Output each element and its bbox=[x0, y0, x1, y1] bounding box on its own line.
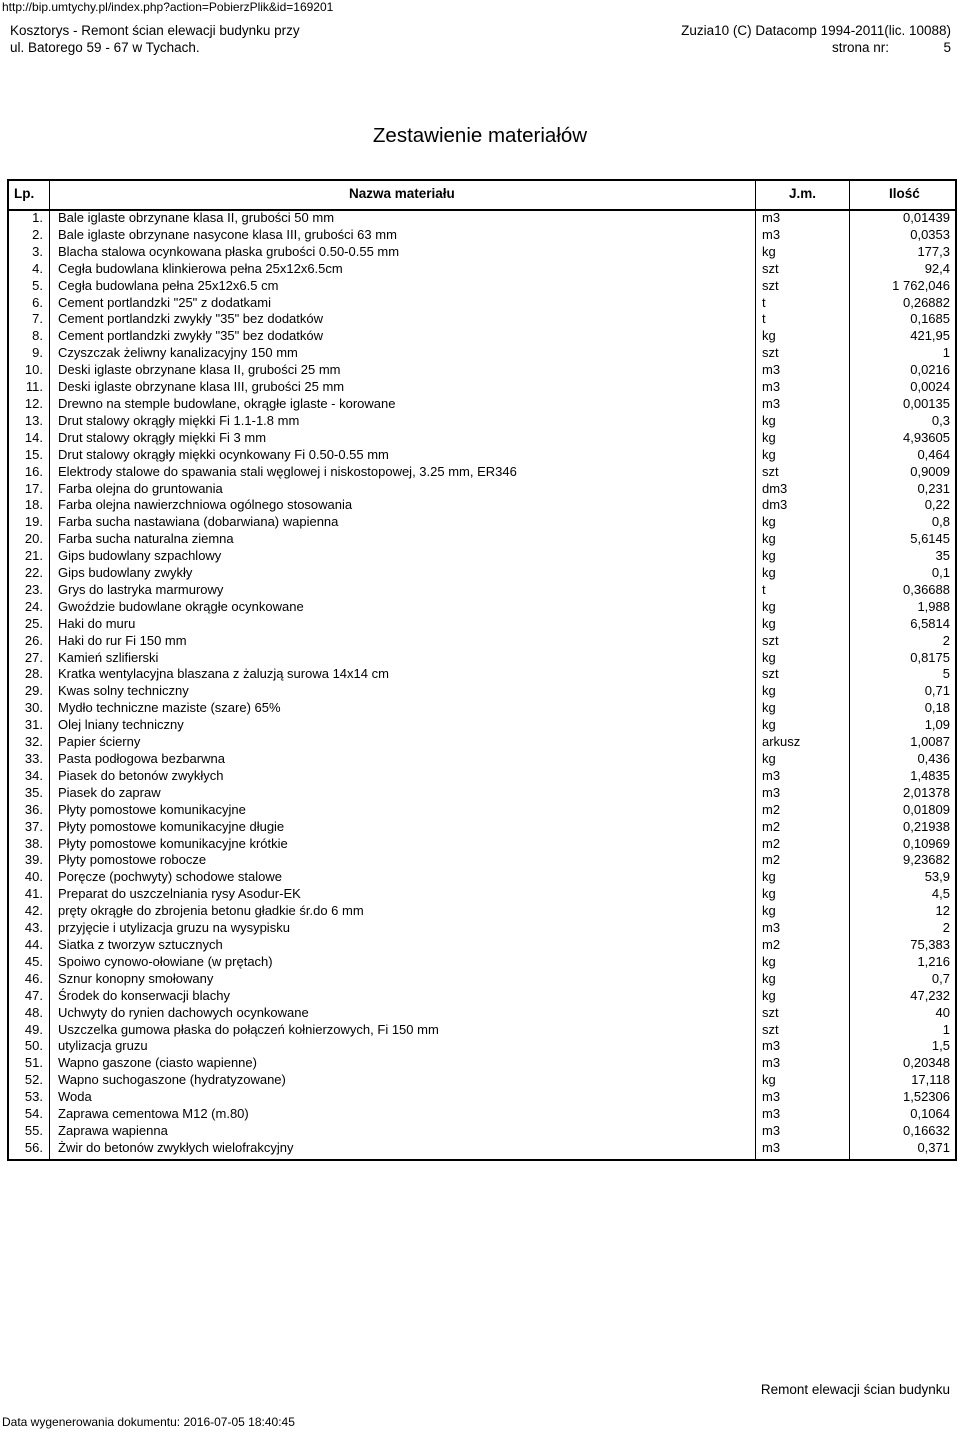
unit: m3 bbox=[762, 767, 781, 783]
row-number: 17. bbox=[24, 480, 43, 496]
table-row bbox=[9, 1139, 955, 1156]
material-name: Sznur konopny smołowany bbox=[58, 970, 214, 986]
table-row bbox=[9, 530, 955, 547]
row-number: 45. bbox=[24, 953, 43, 969]
unit: kg bbox=[762, 328, 776, 344]
unit: kg bbox=[762, 565, 776, 581]
table-row bbox=[9, 682, 955, 699]
document-header-right bbox=[681, 22, 951, 56]
unit: m2 bbox=[762, 801, 781, 817]
quantity: 9,23682 bbox=[903, 852, 950, 868]
quantity: 0,371 bbox=[917, 1139, 950, 1155]
row-number: 37. bbox=[24, 818, 43, 834]
table-row bbox=[9, 936, 955, 953]
column-header-qty: Ilość bbox=[889, 186, 920, 201]
unit: szt bbox=[762, 345, 779, 361]
row-number: 39. bbox=[24, 852, 43, 868]
table-row bbox=[9, 327, 955, 344]
material-name: Cement portlandzki zwykły "35" bez dodatków bbox=[58, 328, 324, 344]
quantity: 0,3 bbox=[931, 412, 950, 428]
row-number: 15. bbox=[24, 446, 43, 462]
row-number: 38. bbox=[24, 835, 43, 851]
quantity: 0,8175 bbox=[910, 649, 950, 665]
material-name: Drut stalowy okrągły miękki Fi 1.1-1.8 mm bbox=[58, 412, 300, 428]
material-name: Gips budowlany zwykły bbox=[58, 565, 193, 581]
unit: m2 bbox=[762, 835, 781, 851]
row-number: 8. bbox=[32, 328, 43, 344]
material-name: Środek do konserwacji blachy bbox=[58, 987, 230, 1003]
material-name: Papier ścierny bbox=[58, 734, 141, 750]
table-row bbox=[9, 649, 955, 666]
material-name: Piasek do betonów zwykłych bbox=[58, 767, 224, 783]
page-number-line bbox=[681, 39, 951, 56]
material-name: Elektrody stalowe do spawania stali węglowej i niskostopowej, 3.25 mm, ER346 bbox=[58, 463, 517, 479]
quantity: 0,1 bbox=[931, 565, 950, 581]
header-software-info: Zuzia10 (C) Datacomp 1994-2011(lic. 10088) bbox=[681, 23, 951, 38]
quantity: 0,231 bbox=[917, 480, 950, 496]
material-name: Grys do lastryka marmurowy bbox=[58, 581, 224, 597]
quantity: 421,95 bbox=[910, 328, 950, 344]
table-row bbox=[9, 294, 955, 311]
table-row bbox=[9, 750, 955, 767]
table-row bbox=[9, 209, 955, 226]
material-name: Preparat do uszczelniania rysy Asodur-EK bbox=[58, 886, 301, 902]
row-number: 19. bbox=[24, 514, 43, 530]
table-row bbox=[9, 446, 955, 463]
row-number: 35. bbox=[24, 784, 43, 800]
row-number: 34. bbox=[24, 767, 43, 783]
unit: szt bbox=[762, 1004, 779, 1020]
row-number: 26. bbox=[24, 632, 43, 648]
quantity: 1,988 bbox=[917, 598, 950, 614]
header-title-line1: Kosztorys - Remont ścian elewacji budynku przy bbox=[10, 23, 300, 38]
row-number: 31. bbox=[24, 717, 43, 733]
material-name: Farba sucha naturalna ziemna bbox=[58, 531, 234, 547]
table-row bbox=[9, 1021, 955, 1038]
quantity: 2 bbox=[942, 632, 950, 648]
quantity: 0,16632 bbox=[903, 1122, 950, 1138]
material-name: Cegła budowlana pełna 25x12x6.5 cm bbox=[58, 277, 279, 293]
materials-table bbox=[7, 179, 957, 1161]
material-name: Haki do muru bbox=[58, 615, 136, 631]
material-name: Cegła budowlana klinkierowa pełna 25x12x6.5cm bbox=[58, 260, 343, 276]
quantity: 47,232 bbox=[910, 987, 950, 1003]
row-number: 22. bbox=[24, 565, 43, 581]
row-number: 18. bbox=[24, 497, 43, 513]
material-name: Deski iglaste obrzynane klasa II, grubości 25 mm bbox=[58, 362, 341, 378]
row-number: 42. bbox=[24, 903, 43, 919]
unit: kg bbox=[762, 412, 776, 428]
material-name: Cement portlandzki zwykły "35" bez dodatków bbox=[58, 311, 324, 327]
unit: m3 bbox=[762, 379, 781, 395]
table-row bbox=[9, 395, 955, 412]
material-name: Uchwyty do rynien dachowych ocynkowane bbox=[58, 1004, 309, 1020]
table-row bbox=[9, 699, 955, 716]
row-number: 4. bbox=[32, 260, 43, 276]
unit: m3 bbox=[762, 1038, 781, 1054]
quantity: 1,0087 bbox=[910, 734, 950, 750]
material-name: Żwir do betonów zwykłych wielofrakcyjny bbox=[58, 1139, 294, 1155]
material-name: Piasek do zapraw bbox=[58, 784, 161, 800]
table-row bbox=[9, 851, 955, 868]
quantity: 6,5814 bbox=[910, 615, 950, 631]
table-row bbox=[9, 868, 955, 885]
row-number: 48. bbox=[24, 1004, 43, 1020]
material-name: Bale iglaste obrzynane nasycone klasa III, grubości 63 mm bbox=[58, 226, 397, 242]
row-number: 24. bbox=[24, 598, 43, 614]
quantity: 1,5 bbox=[931, 1038, 950, 1054]
unit: kg bbox=[762, 970, 776, 986]
row-number: 7. bbox=[32, 311, 43, 327]
quantity: 1 bbox=[942, 345, 950, 361]
unit: kg bbox=[762, 987, 776, 1003]
material-name: Zaprawa cementowa M12 (m.80) bbox=[58, 1106, 249, 1122]
material-name: Mydło techniczne maziste (szare) 65% bbox=[58, 700, 281, 716]
row-number: 29. bbox=[24, 683, 43, 699]
table-row bbox=[9, 513, 955, 530]
unit: kg bbox=[762, 1072, 776, 1088]
table-row bbox=[9, 378, 955, 395]
unit: kg bbox=[762, 615, 776, 631]
unit: kg bbox=[762, 429, 776, 445]
table-row bbox=[9, 412, 955, 429]
row-number: 56. bbox=[24, 1139, 43, 1155]
row-number: 5. bbox=[32, 277, 43, 293]
table-row bbox=[9, 902, 955, 919]
quantity: 0,22 bbox=[924, 497, 950, 513]
unit: t bbox=[762, 294, 766, 310]
row-number: 11. bbox=[25, 379, 43, 395]
quantity: 17,118 bbox=[911, 1072, 950, 1088]
quantity: 35 bbox=[935, 548, 950, 564]
quantity: 0,20348 bbox=[903, 1055, 950, 1071]
row-number: 43. bbox=[24, 920, 43, 936]
table-row bbox=[9, 361, 955, 378]
unit: m3 bbox=[762, 1089, 781, 1105]
table-row bbox=[9, 547, 955, 564]
table-row bbox=[9, 1054, 955, 1071]
unit: m3 bbox=[762, 226, 781, 242]
unit: kg bbox=[762, 953, 776, 969]
table-row bbox=[9, 919, 955, 936]
quantity: 0,7 bbox=[931, 970, 950, 986]
material-name: Siatka z tworzyw sztucznych bbox=[58, 936, 223, 952]
quantity: 75,383 bbox=[910, 936, 950, 952]
unit: kg bbox=[762, 717, 776, 733]
unit: m2 bbox=[762, 936, 781, 952]
unit: dm3 bbox=[762, 480, 788, 496]
quantity: 4,5 bbox=[931, 886, 950, 902]
table-row bbox=[9, 243, 955, 260]
row-number: 6. bbox=[32, 294, 43, 310]
quantity: 0,436 bbox=[917, 751, 950, 766]
footer-title: Remont elewacji ścian budynku bbox=[760, 1382, 950, 1397]
material-name: Płyty pomostowe komunikacyjne bbox=[58, 801, 246, 817]
quantity: 1,52306 bbox=[903, 1089, 950, 1105]
column-header-lp: Lp. bbox=[14, 186, 35, 201]
material-name: Płyty pomostowe robocze bbox=[58, 852, 207, 868]
table-row bbox=[9, 767, 955, 784]
quantity: 12 bbox=[935, 903, 950, 919]
material-name: Gips budowlany szpachlowy bbox=[58, 548, 222, 564]
row-number: 12. bbox=[24, 395, 43, 411]
row-number: 50. bbox=[24, 1038, 43, 1054]
material-name: Farba sucha nastawiana (dobarwiana) wapienna bbox=[58, 514, 339, 530]
unit: kg bbox=[762, 531, 776, 547]
material-name: Gwoździe budowlane okrągłe ocynkowane bbox=[58, 598, 304, 614]
quantity: 0,1685 bbox=[910, 311, 950, 327]
material-name: Farba olejna do gruntowania bbox=[58, 480, 223, 496]
page-title: Zestawienie materiałów bbox=[372, 124, 588, 147]
material-name: utylizacja gruzu bbox=[58, 1038, 148, 1054]
material-name: Spoiwo cynowo-ołowiane (w prętach) bbox=[58, 953, 273, 969]
column-header-unit: J.m. bbox=[789, 186, 817, 201]
unit: kg bbox=[762, 548, 776, 564]
row-number: 9. bbox=[32, 345, 43, 361]
row-number: 51. bbox=[24, 1055, 43, 1071]
quantity: 0,01439 bbox=[903, 210, 950, 225]
material-name: przyjęcie i utylizacja gruzu na wysypisku bbox=[58, 920, 290, 936]
table-row bbox=[9, 1122, 955, 1139]
row-number: 23. bbox=[24, 581, 43, 597]
table-row bbox=[9, 665, 955, 682]
material-name: Drut stalowy okrągły miękki Fi 3 mm bbox=[58, 429, 267, 445]
unit: m3 bbox=[762, 362, 781, 378]
table-row bbox=[9, 344, 955, 361]
quantity: 0,8 bbox=[931, 514, 950, 530]
row-number: 36. bbox=[24, 801, 43, 817]
unit: kg bbox=[762, 869, 776, 885]
unit: m3 bbox=[762, 210, 781, 225]
unit: kg bbox=[762, 446, 776, 462]
quantity: 1 762,046 bbox=[892, 277, 950, 293]
quantity: 0,0216 bbox=[910, 362, 950, 378]
quantity: 92,4 bbox=[924, 260, 950, 276]
unit: kg bbox=[762, 598, 776, 614]
unit: szt bbox=[762, 463, 779, 479]
quantity: 1,216 bbox=[917, 953, 950, 969]
material-name: Poręcze (pochwyty) schodowe stalowe bbox=[58, 869, 282, 885]
quantity: 1,4835 bbox=[910, 767, 950, 783]
unit: m2 bbox=[762, 818, 781, 834]
row-number: 55. bbox=[24, 1122, 43, 1138]
unit: kg bbox=[762, 683, 776, 699]
material-name: Drut stalowy okrągły miękki ocynkowany Fi 0.50-0.55 mm bbox=[58, 446, 389, 462]
row-number: 21. bbox=[24, 548, 43, 564]
table-row bbox=[9, 801, 955, 818]
table-row bbox=[9, 1037, 955, 1054]
row-number: 2. bbox=[32, 226, 43, 242]
unit: dm3 bbox=[762, 497, 788, 513]
material-name: Woda bbox=[58, 1089, 92, 1105]
document-header-left bbox=[10, 22, 300, 56]
material-name: Farba olejna nawierzchniowa ogólnego stosowania bbox=[58, 497, 353, 513]
column-header-name: Nazwa materiału bbox=[349, 186, 455, 201]
header-title-line2: ul. Batorego 59 - 67 w Tychach. bbox=[10, 40, 200, 55]
unit: t bbox=[762, 311, 766, 327]
row-number: 49. bbox=[24, 1021, 43, 1037]
material-name: Pasta podłogowa bezbarwna bbox=[58, 751, 225, 766]
row-number: 13. bbox=[24, 412, 43, 428]
table-row bbox=[9, 970, 955, 987]
row-number: 46. bbox=[24, 970, 43, 986]
generation-date: Data wygenerowania dokumentu: 2016-07-05 18:40:45 bbox=[2, 1415, 295, 1429]
table-row bbox=[9, 496, 955, 513]
row-number: 30. bbox=[24, 700, 43, 716]
table-row bbox=[9, 226, 955, 243]
quantity: 0,0024 bbox=[910, 379, 950, 395]
row-number: 41. bbox=[24, 886, 43, 902]
unit: m3 bbox=[762, 395, 781, 411]
material-name: Deski iglaste obrzynane klasa III, grubości 25 mm bbox=[58, 379, 345, 395]
quantity: 5,6145 bbox=[910, 531, 950, 547]
unit: arkusz bbox=[762, 734, 801, 750]
unit: kg bbox=[762, 903, 776, 919]
table-header bbox=[9, 181, 955, 211]
material-name: Kratka wentylacyjna blaszana z żaluzją surowa 14x14 cm bbox=[58, 666, 389, 682]
quantity: 0,9009 bbox=[910, 463, 950, 479]
table-row bbox=[9, 987, 955, 1004]
row-number: 10. bbox=[24, 362, 43, 378]
quantity: 177,3 bbox=[917, 243, 950, 259]
material-name: pręty okrągłe do zbrojenia betonu gładkie śr.do 6 mm bbox=[58, 903, 364, 919]
unit: m3 bbox=[762, 784, 781, 800]
unit: m2 bbox=[762, 852, 781, 868]
quantity: 0,18 bbox=[924, 700, 950, 716]
quantity: 53,9 bbox=[924, 869, 950, 885]
material-name: Wapno suchogaszone (hydratyzowane) bbox=[58, 1072, 286, 1088]
material-name: Zaprawa wapienna bbox=[58, 1122, 168, 1138]
quantity: 4,93605 bbox=[903, 429, 950, 445]
table-row bbox=[9, 733, 955, 750]
quantity: 5 bbox=[942, 666, 950, 682]
row-number: 32. bbox=[24, 734, 43, 750]
quantity: 1 bbox=[942, 1021, 950, 1037]
quantity: 0,0353 bbox=[910, 226, 950, 242]
material-name: Czyszczak żeliwny kanalizacyjny 150 mm bbox=[58, 345, 298, 361]
table-row bbox=[9, 1088, 955, 1105]
material-name: Olej lniany techniczny bbox=[58, 717, 184, 733]
unit: m3 bbox=[762, 1139, 781, 1155]
row-number: 40. bbox=[24, 869, 43, 885]
material-name: Kamień szlifierski bbox=[58, 649, 159, 665]
unit: kg bbox=[762, 751, 776, 766]
material-name: Płyty pomostowe komunikacyjne długie bbox=[58, 818, 285, 834]
table-row bbox=[9, 480, 955, 497]
quantity: 0,71 bbox=[924, 683, 950, 699]
table-row bbox=[9, 1105, 955, 1122]
unit: kg bbox=[762, 649, 776, 665]
page-label: strona nr: bbox=[831, 40, 889, 55]
material-name: Wapno gaszone (ciasto wapienne) bbox=[58, 1055, 257, 1071]
quantity: 0,00135 bbox=[903, 395, 950, 411]
quantity: 0,21938 bbox=[903, 818, 950, 834]
quantity: 0,26882 bbox=[903, 294, 950, 310]
quantity: 0,01809 bbox=[903, 801, 950, 817]
row-number: 53. bbox=[24, 1089, 43, 1105]
unit: szt bbox=[762, 260, 779, 276]
quantity: 0,36688 bbox=[903, 581, 950, 597]
row-number: 1. bbox=[32, 210, 43, 225]
table-row bbox=[9, 716, 955, 733]
material-name: Haki do rur Fi 150 mm bbox=[58, 632, 187, 648]
table-row bbox=[9, 581, 955, 598]
material-name: Uszczelka gumowa płaska do połączeń kołnierzowych, Fi 150 mm bbox=[58, 1021, 439, 1037]
table-body bbox=[9, 209, 955, 1156]
unit: kg bbox=[762, 243, 776, 259]
table-row bbox=[9, 429, 955, 446]
material-name: Kwas solny techniczny bbox=[58, 683, 189, 699]
row-number: 52. bbox=[24, 1072, 43, 1088]
material-name: Płyty pomostowe komunikacyjne krótkie bbox=[58, 835, 288, 851]
table-row bbox=[9, 953, 955, 970]
table-row bbox=[9, 632, 955, 649]
table-row bbox=[9, 1004, 955, 1021]
quantity: 0,1064 bbox=[910, 1106, 950, 1122]
quantity: 2 bbox=[942, 920, 950, 936]
quantity: 2,01378 bbox=[903, 784, 950, 800]
table-row bbox=[9, 310, 955, 327]
unit: szt bbox=[762, 666, 779, 682]
quantity: 40 bbox=[935, 1004, 950, 1020]
table-row bbox=[9, 463, 955, 480]
material-name: Blacha stalowa ocynkowana płaska grubości 0.50-0.55 mm bbox=[58, 243, 400, 259]
unit: m3 bbox=[762, 920, 781, 936]
table-row bbox=[9, 1071, 955, 1088]
table-row bbox=[9, 784, 955, 801]
table-row bbox=[9, 835, 955, 852]
unit: kg bbox=[762, 886, 776, 902]
quantity: 1,09 bbox=[924, 717, 950, 733]
quantity: 0,10969 bbox=[903, 835, 950, 851]
table-row bbox=[9, 260, 955, 277]
row-number: 25. bbox=[24, 615, 43, 631]
unit: t bbox=[762, 581, 766, 597]
row-number: 44. bbox=[24, 936, 43, 952]
unit: m3 bbox=[762, 1055, 781, 1071]
row-number: 27. bbox=[24, 649, 43, 665]
row-number: 16. bbox=[24, 463, 43, 479]
unit: szt bbox=[762, 1021, 779, 1037]
table-row bbox=[9, 277, 955, 294]
quantity: 0,464 bbox=[917, 446, 950, 462]
table-row bbox=[9, 598, 955, 615]
unit: szt bbox=[762, 632, 779, 648]
unit: m3 bbox=[762, 1106, 781, 1122]
table-row bbox=[9, 615, 955, 632]
table-row bbox=[9, 885, 955, 902]
row-number: 20. bbox=[24, 531, 43, 547]
table-row bbox=[9, 564, 955, 581]
table-row bbox=[9, 818, 955, 835]
row-number: 28. bbox=[24, 666, 43, 682]
row-number: 33. bbox=[24, 751, 43, 766]
row-number: 54. bbox=[24, 1106, 43, 1122]
material-name: Bale iglaste obrzynane klasa II, grubości 50 mm bbox=[58, 210, 335, 225]
page-number: 5 bbox=[943, 40, 951, 55]
material-name: Drewno na stemple budowlane, okrągłe iglaste - korowane bbox=[58, 395, 396, 411]
row-number: 47. bbox=[24, 987, 43, 1003]
source-url[interactable]: http://bip.umtychy.pl/index.php?action=PobierzPlik&id=169201 bbox=[2, 0, 334, 14]
row-number: 3. bbox=[32, 243, 43, 259]
unit: m3 bbox=[762, 1122, 781, 1138]
material-name: Cement portlandzki "25" z dodatkami bbox=[58, 294, 272, 310]
unit: kg bbox=[762, 514, 776, 530]
row-number: 14. bbox=[24, 429, 43, 445]
unit: kg bbox=[762, 700, 776, 716]
unit: szt bbox=[762, 277, 779, 293]
